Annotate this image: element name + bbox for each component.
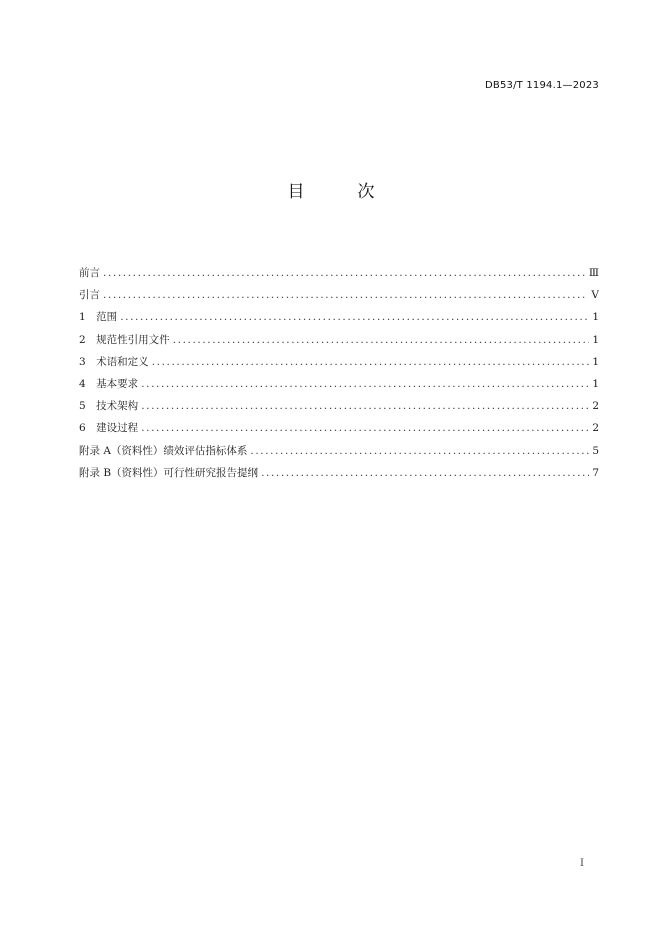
document-code: DB53/T 1194.1—2023 bbox=[485, 80, 599, 91]
toc-entry-label: 附录 A（资料性）绩效评估指标体系 bbox=[79, 444, 248, 457]
toc-entry-construction-process[interactable] bbox=[79, 417, 599, 439]
toc-entry-label: 2 规范性引用文件 bbox=[79, 333, 170, 346]
toc-entry-page: 1 bbox=[592, 377, 599, 390]
toc-entry-label: 5 技术架构 bbox=[79, 400, 139, 413]
toc-entry-normative-references[interactable] bbox=[79, 329, 599, 351]
toc-entry-page: 2 bbox=[592, 400, 599, 413]
toc-entry-technical-architecture[interactable] bbox=[79, 395, 599, 417]
toc-leader-dots bbox=[173, 329, 590, 351]
toc-entry-page: 7 bbox=[592, 466, 599, 479]
toc-leader-dots bbox=[141, 395, 589, 417]
toc-entry-label: 6 建设过程 bbox=[79, 422, 139, 435]
toc-entry-foreword[interactable] bbox=[79, 262, 599, 284]
toc-leader-dots bbox=[261, 462, 589, 484]
toc-entry-page: 1 bbox=[592, 333, 599, 346]
toc-leader-dots bbox=[120, 306, 589, 328]
toc-entry-page: 1 bbox=[592, 311, 599, 324]
toc-leader-dots bbox=[103, 284, 588, 306]
toc-entry-scope[interactable] bbox=[79, 306, 599, 328]
toc-entry-terms-definitions[interactable] bbox=[79, 351, 599, 373]
toc-entry-page: 2 bbox=[592, 422, 599, 435]
toc-entry-introduction[interactable] bbox=[79, 284, 599, 306]
toc-entry-label: 引言 bbox=[79, 289, 100, 302]
toc-entry-basic-requirements[interactable] bbox=[79, 373, 599, 395]
toc-leader-dots bbox=[152, 351, 590, 373]
toc-entry-appendix-b[interactable] bbox=[79, 462, 599, 484]
toc-leader-dots bbox=[141, 417, 589, 439]
toc-entry-page: 1 bbox=[592, 355, 599, 368]
toc-entry-label: 1 范围 bbox=[79, 311, 118, 324]
toc-entry-label: 3 术语和定义 bbox=[79, 355, 149, 368]
toc-leader-dots bbox=[250, 440, 589, 462]
toc-title: 目 次 bbox=[287, 182, 393, 202]
table-of-contents bbox=[79, 262, 599, 484]
toc-entry-page: Ⅴ bbox=[591, 289, 599, 302]
toc-entry-label: 前言 bbox=[79, 267, 100, 279]
toc-entry-appendix-a[interactable] bbox=[79, 440, 599, 462]
toc-entry-label: 4 基本要求 bbox=[79, 377, 139, 390]
toc-entry-label: 附录 B（资料性）可行性研究报告提纲 bbox=[79, 466, 259, 479]
toc-entry-page: Ⅲ bbox=[588, 267, 599, 279]
toc-entry-page: 5 bbox=[592, 444, 599, 457]
toc-leader-dots bbox=[103, 262, 586, 284]
page-number: I bbox=[580, 858, 584, 869]
toc-leader-dots bbox=[141, 373, 589, 395]
